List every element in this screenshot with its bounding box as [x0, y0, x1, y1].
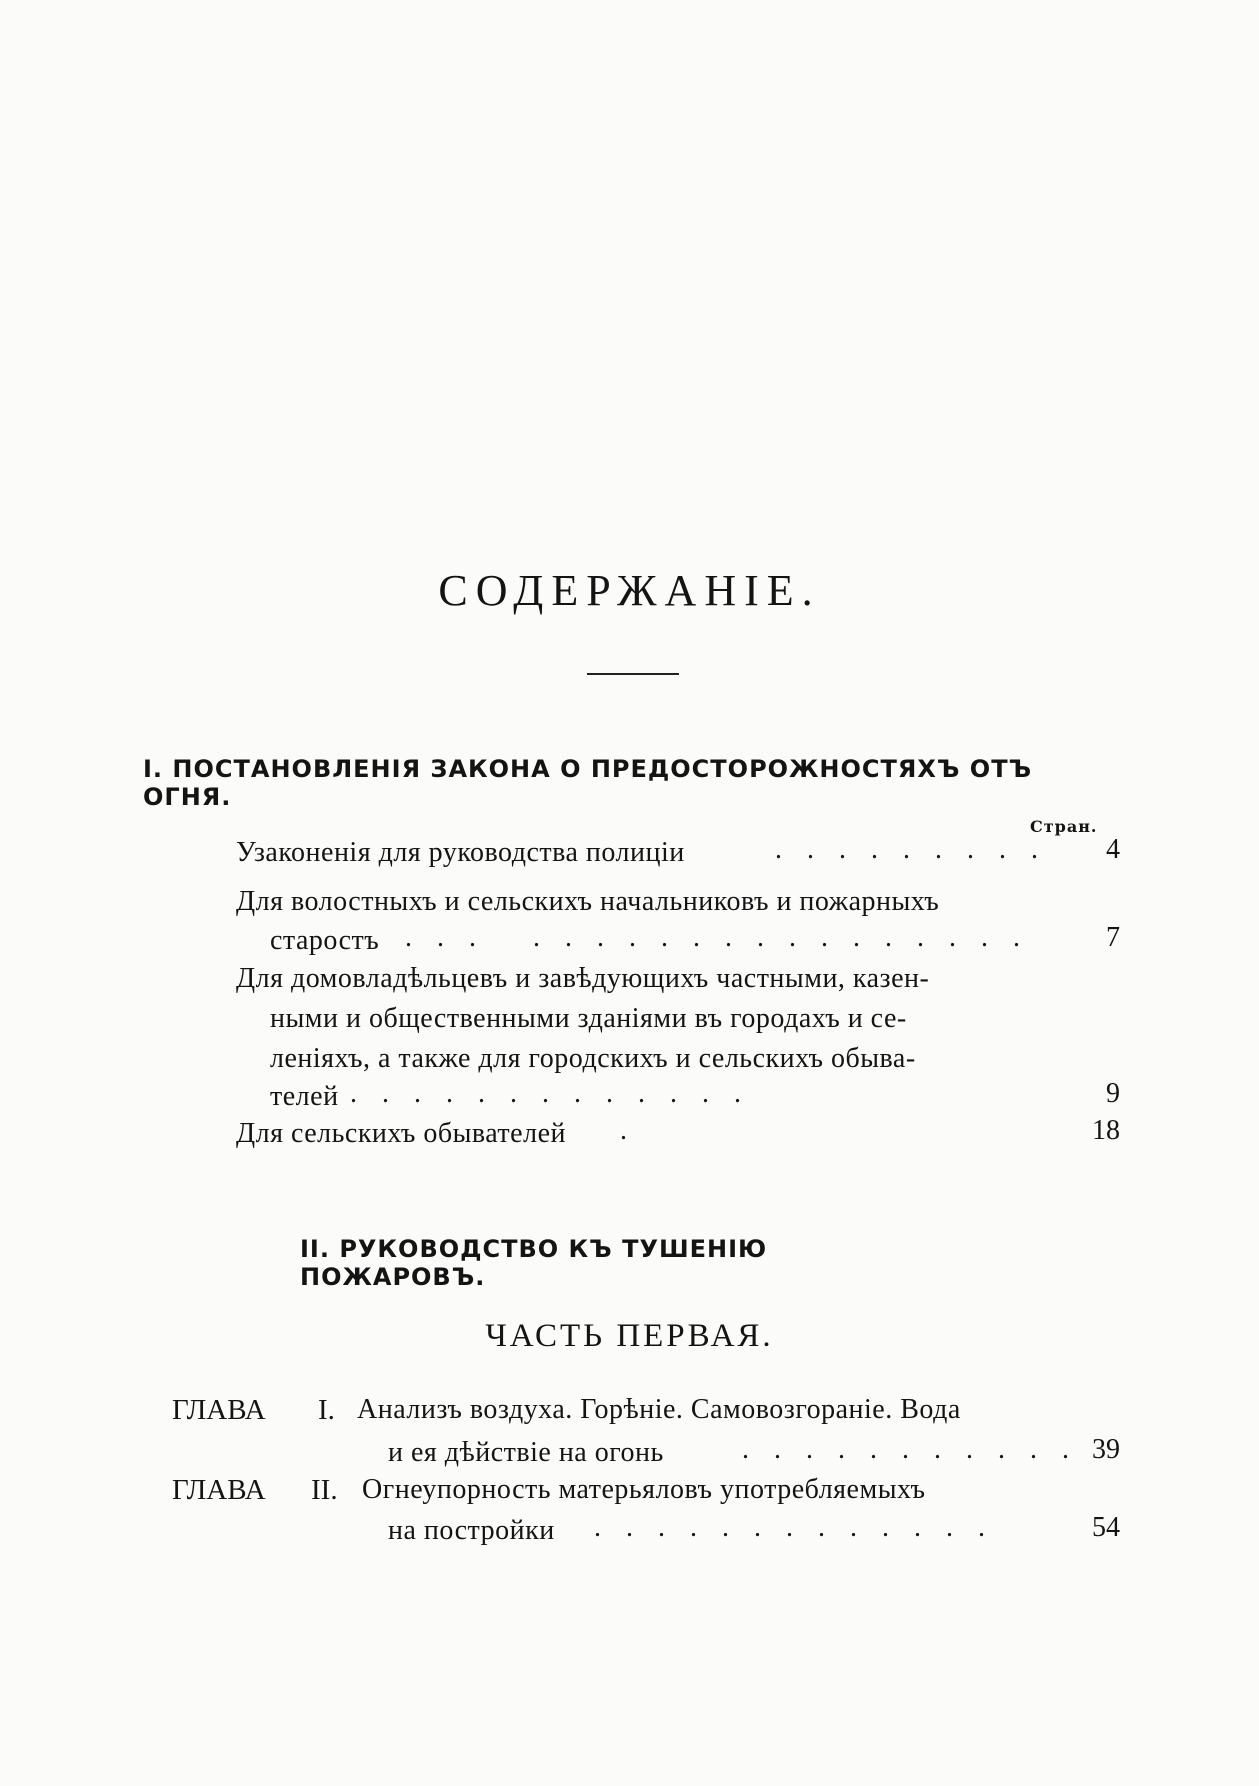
section-1-heading: I. ПОСТАНОВЛЕНІЯ ЗАКОНА О ПРЕДОСТОРОЖНОСТЯХЪ ОТЪ ОГНЯ.	[143, 755, 1033, 811]
chapter-label: ГЛАВА	[172, 1394, 266, 1426]
page-column-label: Стран.	[1030, 817, 1098, 836]
chapter-number: II.	[311, 1474, 338, 1506]
title-rule	[587, 673, 679, 675]
chapter-label: ГЛАВА	[172, 1474, 266, 1506]
toc-entry-1-page: 4	[1106, 834, 1120, 865]
chapter-number: I.	[318, 1394, 335, 1426]
leader-dots: . . . . . . . . . . . . .	[350, 1078, 750, 1109]
toc-entry-3-text-cont: ными и общественными зданіями въ городахъ и се-	[270, 1003, 907, 1034]
toc-entry-4-page: 18	[1092, 1115, 1120, 1146]
page-title: СОДЕРЖАНІЕ.	[438, 566, 821, 615]
toc-entry-3-text: Для домовладѣльцевъ и завѣдующихъ частными, казен-	[236, 963, 930, 994]
part-heading: ЧАСТЬ ПЕРВАЯ.	[485, 1318, 774, 1354]
leader-dots: .	[620, 1115, 636, 1146]
toc-entry-3-text-cont: телей	[270, 1081, 339, 1112]
chapter-2-title-cont: на постройки	[388, 1515, 555, 1546]
leader-dots: . . . . . . . . . . . . .	[594, 1512, 994, 1543]
chapter-2-page: 54	[1092, 1512, 1120, 1543]
leader-dots: . . . . . . . . . . .	[742, 1434, 1078, 1465]
toc-entry-1-text: Узаконенія для руководства полиціи	[236, 837, 685, 868]
toc-entry-2-page: 7	[1106, 922, 1120, 953]
toc-entry-2-text: Для волостныхъ и сельскихъ начальниковъ и пожарныхъ	[236, 886, 940, 917]
leader-dots: . . . . . . . . . . . . . . . . . . .	[405, 922, 1029, 953]
leader-dots: . . . . . . . . .	[775, 834, 1047, 865]
section-2-heading: II. РУКОВОДСТВО КЪ ТУШЕНІЮ ПОЖАРОВЪ.	[300, 1235, 768, 1291]
chapter-1-title-cont: и ея дѣйствіе на огонь	[388, 1437, 664, 1468]
toc-entry-3-text-cont: леніяхъ, а также для городскихъ и сельскихъ обыва-	[270, 1043, 916, 1074]
chapter-1-title: Анализъ воздуха. Горѣніе. Самовозгораніе. Вода	[357, 1394, 961, 1425]
chapter-2-title: Огнеупорность матерьяловъ употребляемыхъ	[362, 1474, 926, 1505]
toc-entry-2-text-cont: старостъ	[270, 925, 380, 956]
toc-entry-4-text: Для сельскихъ обывателей	[236, 1118, 566, 1149]
chapter-1-page: 39	[1092, 1434, 1120, 1465]
toc-entry-3-page: 9	[1106, 1078, 1120, 1109]
